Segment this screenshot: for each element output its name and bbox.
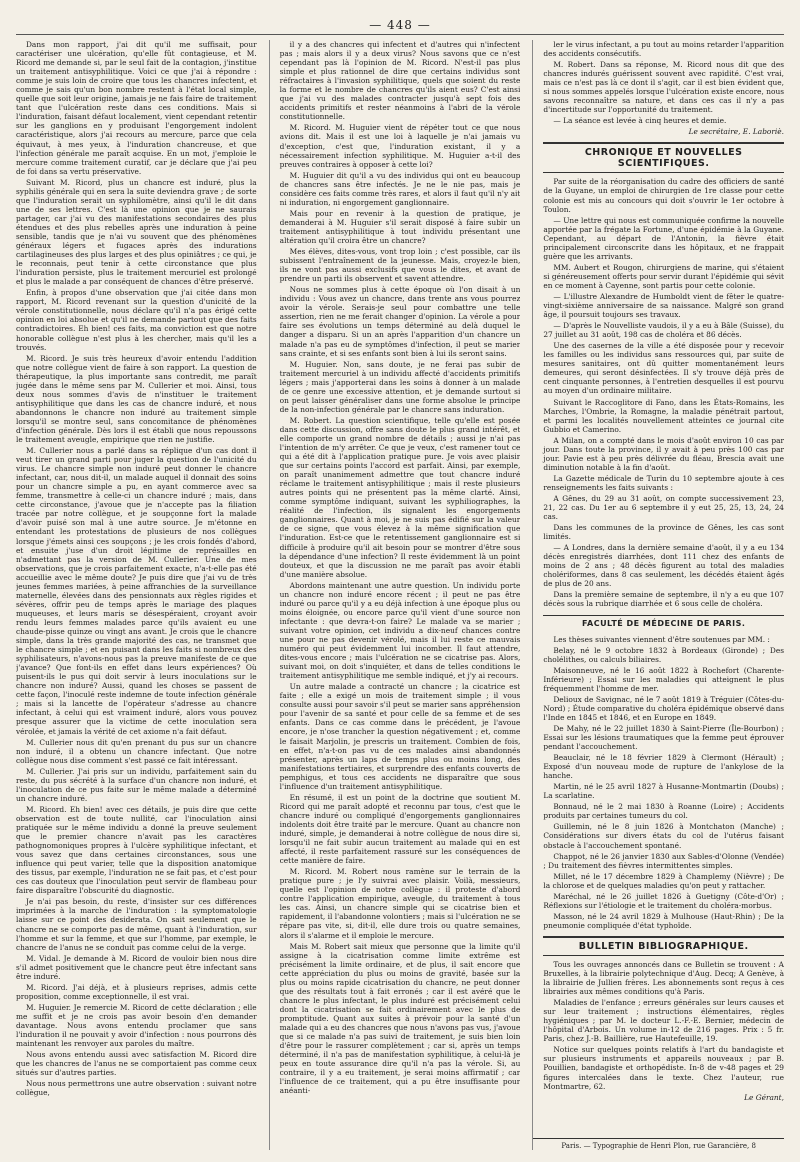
- faculte-title: FACULTÉ DE MÉDECINE DE PARIS.: [543, 615, 784, 631]
- news-item: — A Londres, dans la dernière semaine d'août, il y a eu 134 décès enregistrés diarrhées, dont 111 chez des enfants de moins de 2 ans ; 48 décès figurent au total des maladies cholériformes, dans 8 cas seulement, les décédés étaient âgés de plus de 20 ans.: [543, 543, 785, 589]
- paragraph: M. Huguier. Je remercie M. Ricord de cette déclaration ; elle me suffit et je ne crois pas avoir besoin d'en demander davantage. Nous avons entendu proclamer que sans l'induration il ne pouvait y avoir d'infection : nous pourrons dès maintenant les renvoyer aux paroles du maître.: [16, 1002, 257, 1049]
- chronique-title: CHRONIQUE ET NOUVELLES SCIENTIFIQUES.: [543, 142, 784, 173]
- paragraph: M. Robert. Dans sa réponse, M. Ricord nous dit que des chancres indurés guérissent souvent avec rapidité. C'est vrai, mais ce n'est pas là ce dont il s'agit, car il est bien évident que, si nous sommes appelés lorsque l'ulcération existe encore, nous savons reconnaître sa nature, et dans ces cas il n'y a pas d'incertitude sur l'opportunité du traitement.: [543, 60, 785, 115]
- news-item: Dans la première semaine de septembre, il n'y a eu que 107 décès sous la rubrique diarrhée et 6 sous celle de choléra.: [543, 590, 785, 609]
- paragraph: M. Ricord. Eh bien! avec ces détails, je puis dire que cette observation est de toute nullité, car l'inoculation ainsi pratiquée sur le même individu a donné la preuve seulement que le premier chancre n'avait pas les caractères pathognomoniques propres à l'ulcère syphilitique infectant, et vous savez que dans certaines circonstances, sous une influence qui peut varier, telle que la disposition anatomique des tissus, par exemple, l'induration ne se fait pas, et c'est pour ces cas douteux que l'inoculation peut servir de flambeau pour faire disparaître l'obscurité du diagnostic.: [16, 804, 257, 896]
- column-1: [16, 40, 257, 1150]
- paragraph: il y a des chancres qui infectent et d'autres qui n'infectent pas ; mais alors il y a deux virus? Nous savons que ce n'est cependant pas là l'opinion de M. Ricord. N'est-il pas plus simple et plus rationnel de dire que certains individus sont réfractaires à l'invasion syphilitique, quels que soient du reste la forme et le nombre de chancres qu'ils aient eus? C'est ainsi que j'ai vu des malades contracter jusqu'à sept fois des accidents primitifs et rester néanmoins à l'abri de la vérole constitutionnelle.: [279, 40, 521, 122]
- columns: [16, 40, 784, 1150]
- paragraph: Nous nous permettrons une autre observation : suivant notre collègue,: [16, 1079, 257, 1098]
- page-header: [16, 14, 784, 32]
- bulletin-text: [543, 960, 784, 1091]
- thesis-entry: De Mahy, né le 22 juillet 1830 à Saint-Pierre (Île-Bourbon) ; Essai sur les lésions traumatiques que la femme peut éprouver pendant l'accouchement.: [543, 723, 785, 752]
- thesis-entry: Bonnaud, né le 2 mai 1830 à Roanne (Loire) ; Accidents produits par certaines tumeurs du col.: [543, 802, 785, 821]
- news-item: MM. Aubert et Rougon, chirurgiens de marine, qui s'étaient si généreusement offerts pour servir durant l'épidémie qui sévit en ce moment à Cayenne, sont partis pour cette colonie.: [543, 262, 785, 290]
- bibliography-entry: Tous les ouvrages annoncés dans ce Bulletin se trouvent : A Bruxelles, à la librairie polytechnique d'Aug. Decq; A Genève, à la librairie de Jullien frères. Les abonnements sont reçus à ces librairies aux mêmes conditions qu'à Paris.: [543, 959, 785, 997]
- bibliography-entry: Maladies de l'enfance ; erreurs générales sur leurs causes et sur leur traitement ; instructions élémentaires, règles hygiéniques ; par M. le docteur L.-F.-E. Bernier, médecin de l'hôpital d'Arbois. Un volume in-12 de 216 pages. Prix : 5 fr. Paris, chez J.-B. Baillière, rue Hautefeuille, 19.: [543, 998, 785, 1044]
- paragraph: Mais M. Robert sait mieux que personne que la limite qu'il assigne à la cicatrisation comme limite extrême est précisément la limite ordinaire, et de plus, il sait encore que cette appréciation du plus ou moins de gravité, basée sur la plus ou moins rapide cicatrisation du chancre, ne peut donner que des résultats tout à fait erronés ; car il est avéré que le chancre le plus infectant, le plus induré est précisément celui dont la cicatrisation se fait ordinairement avec le plus de promptitude. Quant aux suites à prévoir pour la santé d'un malade qui a eu des chancres que nous n'avons pas vus, j'avoue que si ce malade n'a pas suivi de traitement, je suis bien loin d'être pour le rassurer complètement ; car si, après un temps déterminé, il n'a pas de manifestation syphilitique, à celui-là je peux en toute assurance dire qu'il n'a pas la vérole. Si, au contraire, il y a eu traitement, je serai moins affirmatif ; car l'influence de ce traitement, qui a pu être insuffisante pour anéanti-: [279, 941, 521, 1096]
- header-rule: [16, 34, 784, 35]
- column-2: [269, 40, 521, 1150]
- thesis-entry: Les thèses suivantes viennent d'être soutenues par MM. :: [553, 634, 770, 644]
- paragraph: Suivant M. Ricord, plus un chancre est induré, plus la syphilis générale qui en sera la suite deviendra grave ; de sorte que l'induration serait un syphilomètre, ainsi qu'il le dit dans une de ses lettres. C'est là une opinion que je ne saurais partager, car j'ai vu des manifestations secondaires des plus étendues et des plus rebelles après une induration à peine sensible, tandis que je n'ai vu souvent que des phénomènes généraux légers et fugaces après des indurations cartilagineuses des plus larges et des plus opiniâtres ; ce qui, je le reconnais, peut tenir à cette circonstance que plus l'induration persiste, plus le traitement mercuriel est prolongé et plus le malade a par conséquent de chances d'être préservé.: [16, 177, 257, 287]
- thesis-entry: Belay, né le 9 octobre 1832 à Bordeaux (Gironde) ; Des cholélithes, ou calculs biliaires.: [543, 645, 785, 664]
- thesis-entry: Delioux de Savignac, né le 7 août 1819 à Tréguier (Côtes-du-Nord) ; Étude comparative du choléra épidémique observé dans l'Inde en 1845 et 1846, et en Europe en 1849.: [543, 694, 785, 722]
- paragraph: En résumé, il est un point de la doctrine que soutient M. Ricord qui me paraît adopté et reconnu par tous, c'est que le chancre induré ou compliqué d'engorgements ganglionnaires indolents doit être traité par le mercure. Quant au chancre non induré, simple, je demanderai à notre collègue de nous dire si, lorsqu'il ne fait subir aucun traitement au malade qui en est affecté, il reste parfaitement rassuré sur les conséquences de cette manière de faire.: [279, 792, 521, 866]
- bulletin-title: BULLETIN BIBLIOGRAPHIQUE.: [543, 936, 784, 956]
- paragraph: M. Cullerier. J'ai pris sur un individu, parfaitement sain du reste, du pus sécrété à la surface d'un chancre non induré, et l'inoculation de ce pus faite sur le même malade a déterminé un chancre induré.: [16, 766, 257, 803]
- paragraph: Mes élèves, dites-vous, vont trop loin ; c'est possible, car ils subissent l'entraînement de la jeunesse. Mais, croyez-le bien, ils ne vont pas aussi exclusifs que vous le dites, et avant de prendre un parti ils observent et savent attendre.: [279, 247, 521, 284]
- news-item: — Une lettre qui nous est communiquée confirme la nouvelle apportée par la frégate la Fortune, d'une épidémie à la Guyane. Cependant, au départ de l'Antonin, la fièvre était principalement circonscrite dans les hôpitaux, et ne frappait guère que les arrivants.: [543, 215, 785, 261]
- thesis-entry: Maisonneuve, né le 16 août 1822 à Rochefort (Charente-Inférieure) ; Essai sur les maladies qui atteignent le plus fréquemment l'homme de mer.: [543, 665, 785, 693]
- news-item: A Gênes, du 29 au 31 août, on compte successivement 23, 21, 22 cas. Du 1er au 6 septembre il y eut 25, 25, 13, 24, 24 cas.: [543, 493, 785, 522]
- paragraph: Dans mon rapport, j'ai dit qu'il me suffisait, pour caractériser une ulcération, qu'elle fût contagieuse, et M. Ricord me demande si, par le seul fait de la contagion, j'institue un traitement antisyphilitique. Voici ce que j'ai à répondre : comme je suis loin de croire que tous les chancres infectent, et comme je sais qu'un bon nombre restent à l'état local simple, quelle que soit leur origine, jamais je ne fais faire de traitement tant que l'ulcération reste dans ces conditions. Mais si l'induration, faisant défaut localement, vient cependant retentir sur les ganglions en y produisant l'engorgement indolent caractéristique, alors j'ai recours au mercure, parce que cela équivaut, à mes yeux, à l'induration chancreuse, et que l'infection générale me paraît acquise. En un mot, j'emploie le mercure comme traitement curatif, car je déclare que j'ai peu de foi dans sa vertu préservative.: [16, 40, 257, 176]
- paragraph: M. Huguier. Non, sans doute, je ne ferai pas subir de traitement mercuriel à un individu affecté d'accidents primitifs légers ; mais j'apporterai dans les soins à donner à un malade de ce genre une excessive attention, et je demande surtout si on peut laisser généraliser dans une forme absolue le principe de la non-infection générale par le chancre sans induration.: [279, 359, 521, 414]
- chronique-text: [543, 177, 784, 608]
- bibliography-entry: Notice sur quelques points relatifs à l'art du bandagiste et sur plusieurs instruments et appareils nouveaux ; par B. Pouillien, bandagiste et orthopédiste. In-8 de v-48 pages et 29 figures intercalées dans le texte. Chez l'auteur, rue Montmartre, 62.: [543, 1045, 785, 1091]
- page-number: — 448 —: [369, 18, 431, 32]
- paragraph: Un autre malade a contracté un chancre ; la cicatrice est faite ; elle a exigé un mois de traitement simple ; il vous consulte aussi pour savoir s'il peut se marier sans appréhension pour l'avenir de sa santé et pour celle de sa femme et de ses enfants. Dans ce cas comme dans le précédent, je l'avoue encore, je n'ose trancher la question négativement ; et, comme le faisait Marjolin, je prescris un traitement. Combien de fois, en effet, n'a-t-on pas vu de ces malades ainsi abandonnés présenter, après un laps de temps plus ou moins long, des manifestations tertiaires, et surprendre des enfants couverts de pemphigus, et tous ces accidents ne disparaître que sous l'influence d'un traitement antisyphilitique.: [279, 682, 521, 791]
- thesis-entry: Masson, né le 24 avril 1829 à Mulhouse (Haut-Rhin) ; De la pneumonie compliquée d'état typhoïde.: [543, 911, 785, 930]
- printer-imprint: Paris. — Typographie de Henri Plon, rue Garancière, 8: [533, 1138, 784, 1150]
- gerant-signature: Le Gérant,: [744, 1092, 785, 1102]
- paragraph: M. Ricord. M. Huguier vient de répéter tout ce que nous avions dit. Mais il est une loi à laquelle je n'ai jamais vu d'exception, c'est que, l'induration existant, il y a nécessairement infection syphilitique. M. Huguier a-t-il des preuves contraires à opposer à cette loi?: [279, 123, 521, 169]
- paragraph: — La séance est levée à cinq heures et demie.: [553, 116, 727, 126]
- paragraph: ler le virus infectant, a pu tout au moins retarder l'apparition des accidents consécutifs.: [543, 40, 785, 59]
- paragraph: Nous ne sommes plus à cette époque où l'on disait à un individu : Vous avez un chancre, dans trente ans vous pourrez avoir la vérole. Serais-je seul pour combattre une telle assertion, rien ne me ferait changer d'opinion. La vérole a pour faire ses évolutions un temps déterminé au delà duquel le danger a disparu. Si un an après l'apparition d'un chancre un malade n'a pas eu de symptômes d'infection, il peut se marier sans crainte, et si ses enfants sont bien à lui ils seront sains.: [279, 285, 521, 358]
- thesis-entry: Beauclair, né le 18 février 1829 à Clermont (Hérault) ; Exposé d'un nouveau mode de rupture de l'ankylose de la hanche.: [543, 753, 785, 781]
- paragraph: M. Ricord. J'ai déjà, et à plusieurs reprises, admis cette proposition, comme exceptionnelle, il est vrai.: [16, 982, 257, 1001]
- paragraph: M. Huguier dit qu'il a vu des individus qui ont eu beaucoup de chancres sans être infectés. Je ne le nie pas, mais je considère ces faits comme très rares, et alors il faut qu'il n'y ait ni induration, ni engorgement ganglionnaire.: [279, 170, 521, 207]
- paragraph: M. Robert. La question scientifique, telle qu'elle est posée dans cette discussion, offre sans doute le plus grand intérêt, et elle comporte un grand nombre de détails ; aussi je n'ai pas l'intention de m'y arrêter. Ce que je veux, c'est ramener tout ce qui a été dit à l'application pratique pure. Je vois avec plaisir que sur certains points l'accord est parfait. Ainsi, par exemple, on paraît unanimement admettre que tout chancre induré réclame le traitement antisyphilitique ; mais il reste plusieurs autres points qui ne présentent pas la même clarté. Ainsi, comme symptôme indiquant, suivant les syphiliographes, la réalité de l'infection, ils signalent les engorgements ganglionnaires. Quant à moi, je ne suis pas édifié sur la valeur de ce signe, que vous élevez à la même signification que l'induration. Est-ce que le retentissement ganglionnaire est si difficile à produire qu'il ait besoin pour se montrer d'être sous la dépendance d'une infection? Il reste évidemment là un point douteux, et que la discussion ne me paraît pas avoir établi d'une manière absolue.: [279, 415, 521, 579]
- column-3: [532, 40, 784, 1150]
- paragraph: M. Ricord. M. Robert nous ramène sur le terrain de la pratique pure ; je l'y suivrai avec plaisir. Voilà, messieurs, quelle est l'opinion de notre collègue : il proteste d'abord contre l'application empirique, aveugle, du traitement à tous les cas. Ainsi, un chancre simple qui se cicatrise bien et rapidement, il l'abandonne volontiers ; mais si l'ulcération ne se répare pas vite, si, dit-il, elle dure trois ou quatre semaines, alors il s'alarme et il emploie le mercure.: [279, 867, 521, 940]
- paragraph: M. Vidal. Je demande à M. Ricord de vouloir bien nous dire s'il admet positivement que le chancre peut être infectant sans être induré.: [16, 953, 257, 981]
- thesis-entry: Millet, né le 17 décembre 1829 à Champlemy (Nièvre) ; De la chlorose et de quelques maladies qu'on peut y rattacher.: [543, 871, 785, 890]
- paragraph: Je n'ai pas besoin, du reste, d'insister sur ces différences imprimées à la marche de l'induration : la symptomatologie laisse sur ce point des desiderata. On sait seulement que le chancre ne se comporte pas de même, quant à l'induration, sur l'homme et sur la femme, et que sur l'homme, par exemple, le chancre de l'anus ne se conduit pas comme celui de la verge.: [16, 897, 257, 952]
- faculte-text: [543, 635, 784, 930]
- news-item: La Gazette médicale de Turin du 10 septembre ajoute à ces renseignements les faits suivants :: [543, 473, 785, 492]
- paragraph: Mais pour en revenir à la question de pratique, je demanderai à M. Huguier s'il serait disposé à faire subir un traitement antisyphilitique à tout individu présentant une altération qu'il croira être un chancre?: [279, 208, 521, 245]
- paragraph: Nous avons entendu aussi avec satisfaction M. Ricord dire que les chancres de l'anus ne se comportaient pas comme ceux situés sur d'autres parties.: [16, 1050, 257, 1078]
- thesis-entry: Martin, né le 25 avril 1827 à Husanne-Montmartin (Doubs) ; La scarlatine.: [543, 782, 785, 801]
- news-item: — L'illustre Alexandre de Humboldt vient de fêter le quatre-vingt-sixième anniversaire de sa naissance. Malgré son grand âge, il poursuit toujours ses travaux.: [543, 291, 785, 320]
- secretary-signature: Le secrétaire, E. Laboriè.: [688, 127, 785, 137]
- paragraph: M. Cullerier nous dit qu'en prenant du pus sur un chancre non induré, il a obtenu un chancre infectant. Que notre collègue nous dise comment s'est passé ce fait intéressant.: [16, 737, 257, 765]
- news-item: Une des casernes de la ville a été disposée pour y recevoir les familles ou les individus sans ressources qui, par suite de mesures sanitaires, ont dû quitter momentanément leurs demeures, qui seront désinfectées. Il s'y trouve déjà près de cent cinquante personnes, à l'entretien desquelles il est pourvu au moyen d'un ordinaire militaire.: [543, 341, 785, 396]
- news-item: Par suite de la réorganisation du cadre des officiers de santé de la Guyane, un emploi de chirurgien de 1re classe pour cette colonie est mis au concours qui doit s'ouvrir le 1er octobre à Toulon.: [543, 177, 785, 214]
- session-end-text: [543, 40, 784, 125]
- thesis-entry: Chappot, né le 26 janvier 1830 aux Sables-d'Olonne (Vendée) ; Du traitement des fièvres intermittentes simples.: [543, 851, 785, 870]
- paragraph: M. Ricord. Je suis très heureux d'avoir entendu l'addition que notre collègue vient de faire à son rapport. La question de thérapeutique, la plus importante sans contredit, me paraît jugée dans le même sens par M. Cullerier et moi. Ainsi, tous deux nous sommes d'avis de n'instituer le traitement antisyphilitique que dans les cas de chancre induré, et nous abandonnons le chancre non induré au traitement simple lorsqu'il se montre seul, sans concomitance de phénomènes d'infection générale. Dès lors il est établi que nous repoussons le traitement aveugle, empirique que rien ne justifie.: [16, 353, 257, 445]
- paragraph: Enfin, à propos d'une observation que j'ai citée dans mon rapport, M. Ricord revenant sur la question d'unicité de la vérole constitutionnelle, nous déclare qu'il n'a pas érigé cette opinion en loi absolue et qu'il ne demande partout que des faits contradictoires. Eh bien! ces faits, ma conviction est que notre honorable collègue n'est plus à les chercher, mais qu'il les a trouvés.: [16, 288, 257, 352]
- news-item: A Milan, on a compté dans le mois d'août environ 10 cas par jour. Dans toute la province, il y avait à peu près 100 cas par jour. Pavie est à peu près délivrée du fléau, Brescia avait une diminution notable à la fin d'août.: [543, 435, 785, 472]
- thesis-entry: Maréchal, né le 26 juillet 1826 à Guetigny (Côte-d'Or) ; Réflexions sur l'étiologie et le traitement du choléra-morbus.: [543, 891, 785, 910]
- news-item: — D'après le Nouvelliste vaudois, il y a eu à Bâle (Suisse), du 27 juillet au 31 août, 198 cas de choléra et 86 décès.: [543, 321, 785, 340]
- paragraph: Abordons maintenant une autre question. Un individu porte un chancre non induré encore récent ; il peut ne pas être induré ou parce qu'il y a eu déjà infection à une époque plus ou moins éloignée, ou encore parce qu'il vient d'une source non infectante : que devra-t-on faire? Le malade va se marier ; suivant votre opinion, cet individu a dix-neuf chances contre une pour ne pas devenir vérolé, mais il lui reste ce mauvais numéro qui peut évidemment lui incomber. Il faut attendre, dites-vous encore ; mais l'ulcération ne se cicatrise pas. Alors, suivant moi, on doit s'inquiéter, et dans de telles conditions le traitement antisyphilitique me semble indiqué, et j'y ai recours.: [279, 580, 521, 681]
- news-item: Suivant le Raccoglitore di Fano, dans les États-Romains, les Marches, l'Ombrie, la Romagne, la maladie pénétrait partout, et parmi les localités nouvellement atteintes ce journal cite Gubbio et Camerino.: [543, 397, 785, 434]
- news-item: Dans les communes de la province de Gênes, les cas sont limités.: [543, 523, 785, 542]
- thesis-entry: Guillemin, né le 8 juin 1826 à Montchaton (Manche) ; Considérations sur divers états du col de l'utérus faisant obstacle à l'accouchement spontané.: [543, 822, 785, 850]
- paragraph: M. Cullerier nous a parlé dans sa réplique d'un cas dont il veut tirer un grand parti pour juger la question de l'unicité du virus. Le chancre simple non induré peut donner le chancre infectant, car, nous dit-il, un malade auquel il donnait des soins pour un chancre simple a pu, en ayant commerce avec sa femme, transmettre à celle-ci un chancre induré ; mais, dans cette circonstance, j'avoue que je n'accepte pas la filiation tracée par notre collègue, et je soupçonne fort la malade d'avoir puisé son mal à une autre source. Je m'étonne en entendant les protestations de plusieurs de nos collègues lorsque j'émets ainsi ces soupçons ; je les crois fondés d'abord, et ensuite j'use d'un droit légitime de représailles en n'admettant pas la version de M. Cullerier. Une de mes observations, que je crois parfaitement exacte, n'a-t-elle pas été accueillie avec le même doute? Je puis dire que j'ai vu de très jeunes femmes mariées, à peine affranchies de la surveillance maternelle, élevées dans des pensionnats aux règles rigides et sévères, offrir peu de temps après le mariage des plaques muqueuses, et leurs maris se désespéraient, croyant avoir rendu leurs femmes malades parce qu'ils avaient eu une chaude-pisse quinze ou vingt ans avant. Je crois que le chancre simple, dans la très grande majorité des cas, ne transmet que le chancre simple ; et en puisant dans les faits si nombreux des syphilisateurs, n'avons-nous pas la preuve manifeste de ce que j'avance? Que font-ils en effet dans leurs expériences? Où puisent-ils le pus qui doit servir à leurs inoculations sur le chancre non induré? Aussi, quand les choses se passent de cette façon, l'inoculé reste indemne de toute infection générale ; mais si la lancette de l'opérateur s'adresse au chancre infectant, à celui qui est vraiment induré, alors vous pouvez presque assurer que la victime de cette inoculation sera vérolée, et jamais la vérité de cet axiome n'a fait défaut.: [16, 446, 257, 736]
